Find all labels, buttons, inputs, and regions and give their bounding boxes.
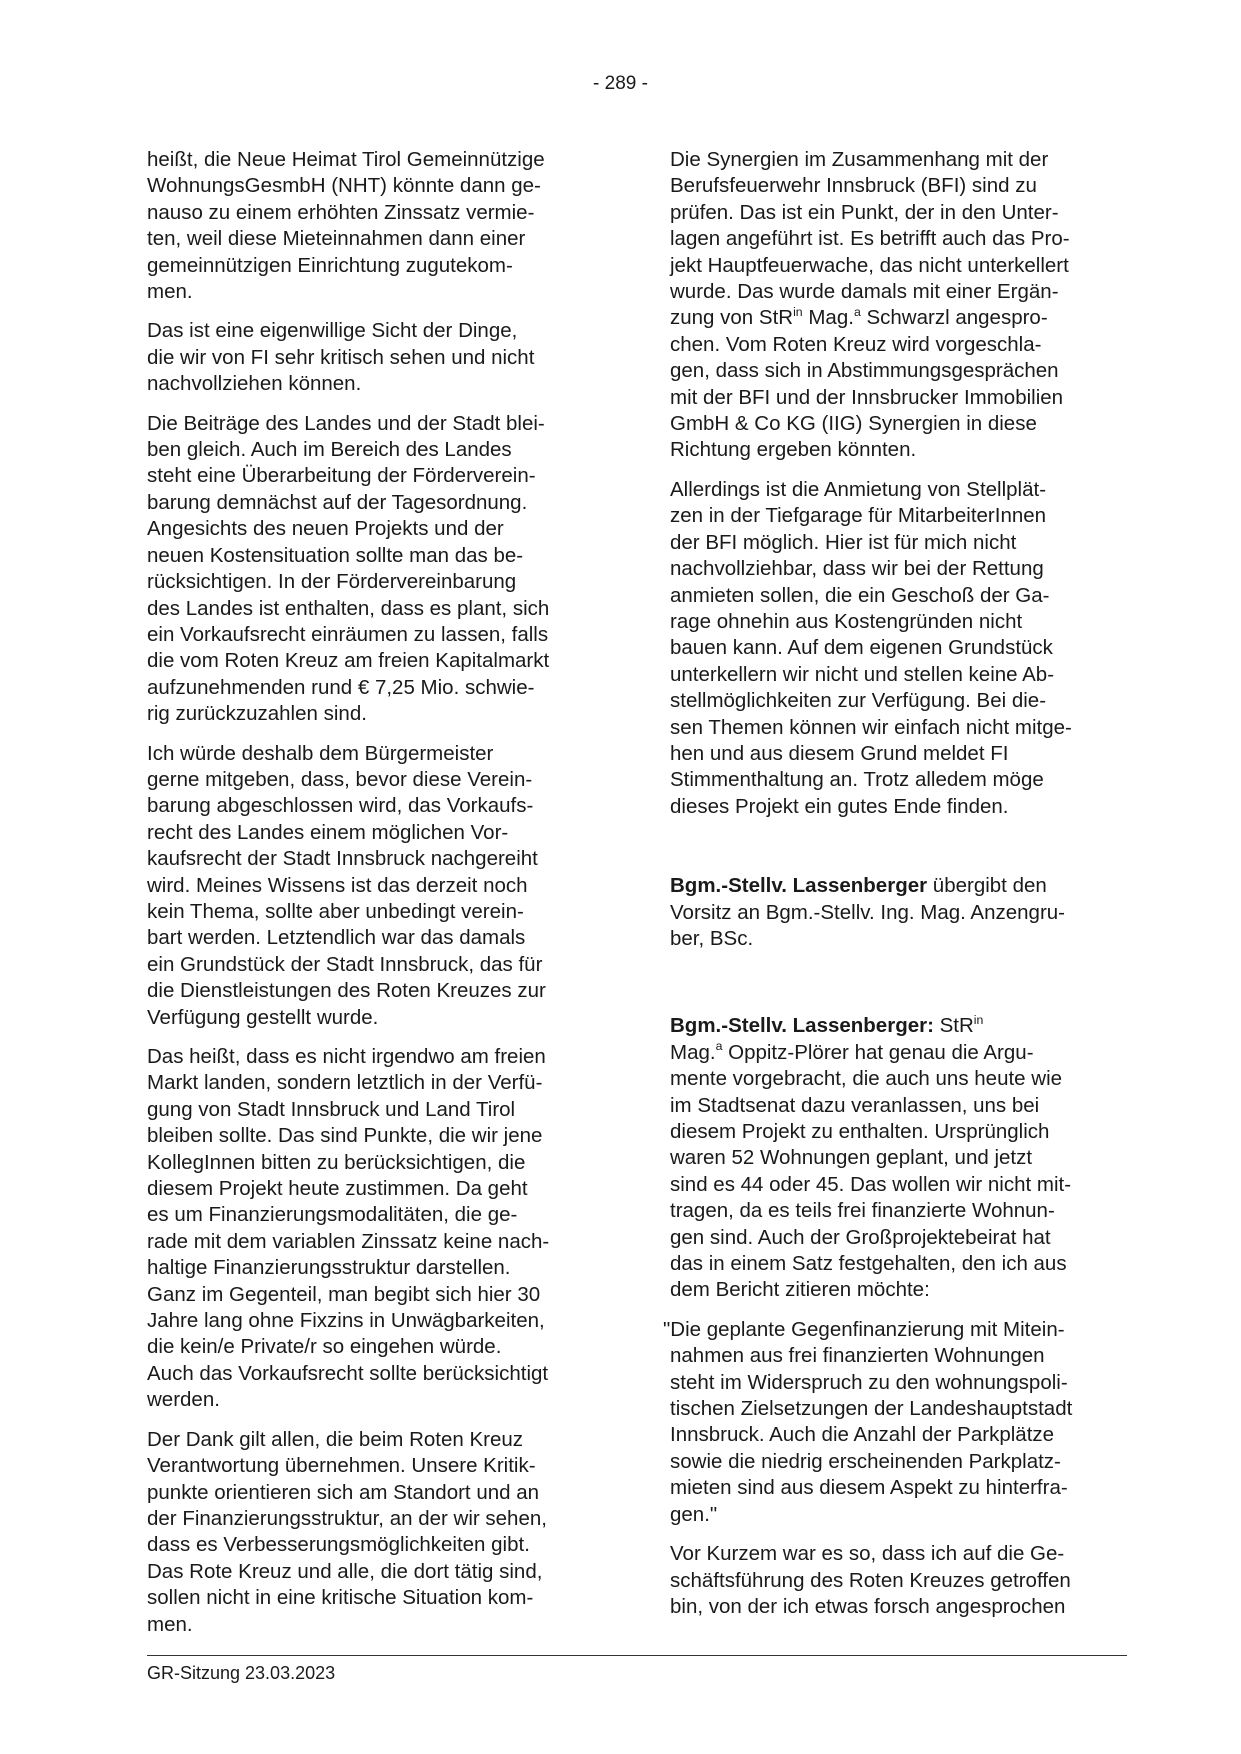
text-line: barung demnächst auf der Tagesordnung. bbox=[147, 490, 528, 514]
text-line: Innsbruck. Auch die Anzahl der Parkplätze bbox=[670, 1423, 1055, 1447]
text-line: ein Grundstück der Stadt Innsbruck, das für bbox=[147, 952, 543, 976]
text-line: rade mit dem variablen Zinssatz keine nach- bbox=[147, 1229, 550, 1253]
text-line: lagen angeführt ist. Es betrifft auch das Pro- bbox=[670, 227, 1070, 251]
text-line: gen, dass sich in Abstimmungsgesprächen bbox=[670, 359, 1059, 383]
text-line: neuen Kostensituation sollte man das be- bbox=[147, 543, 524, 567]
text-line: gemeinnützigen Einrichtung zugutekom- bbox=[147, 253, 513, 277]
text-line: Das Rote Kreuz und alle, die dort tätig sind, bbox=[147, 1559, 543, 1583]
text-line: bleiben sollte. Das sind Punkte, die wir jene bbox=[147, 1124, 543, 1148]
text-line: steht eine Überarbeitung der Förderverein- bbox=[147, 464, 536, 488]
text-line: sollen nicht in eine kritische Situation kom- bbox=[147, 1586, 534, 1610]
chair-handover-note bbox=[670, 873, 1130, 952]
text-line: "Die geplante Gegenfinanzierung mit Mitein- bbox=[663, 1317, 1065, 1341]
text-line: gen sind. Auch der Großprojektebeirat hat bbox=[670, 1225, 1051, 1249]
text-line: des Landes ist enthalten, dass es plant, sich bbox=[147, 596, 550, 620]
text-line: kaufsrecht der Stadt Innsbruck nachgereiht bbox=[147, 847, 538, 871]
text-line: ten, weil diese Mieteinnahmen dann einer bbox=[147, 227, 526, 251]
text-line: es um Finanzierungsmodalitäten, die ge- bbox=[147, 1203, 518, 1227]
paragraph bbox=[670, 1541, 1130, 1620]
text-line: rage ohnehin aus Kostengründen nicht bbox=[670, 609, 1023, 633]
text-line: diesem Projekt heute zustimmen. Da geht bbox=[147, 1177, 528, 1201]
paragraph bbox=[670, 147, 1130, 464]
text-line: die wir von FI sehr kritisch sehen und nicht bbox=[147, 345, 535, 369]
right-column bbox=[663, 147, 1130, 1633]
speaker-name: Bgm.-Stellv. Lassenberger bbox=[670, 874, 928, 898]
text-line: dem Bericht zitieren möchte: bbox=[670, 1278, 930, 1302]
quotation bbox=[663, 1317, 1130, 1528]
text-line bbox=[670, 305, 1130, 331]
text-line: bauen kann. Auf dem eigenen Grundstück bbox=[670, 636, 1053, 660]
text-line: Markt landen, sondern letztlich in der Verfü- bbox=[147, 1071, 543, 1095]
text-line: mieten sind aus diesem Aspekt zu hinterfra- bbox=[670, 1476, 1068, 1500]
text-line: men. bbox=[147, 280, 193, 304]
text-line: Ich würde deshalb dem Bürgermeister bbox=[147, 741, 494, 765]
text-line: Jahre lang ohne Fixzins in Unwägbarkeiten, bbox=[147, 1309, 545, 1333]
text-line: tragen, da es teils frei finanzierte Wohnun- bbox=[670, 1199, 1055, 1223]
text-line: wurde. Das wurde damals mit einer Ergän- bbox=[670, 280, 1059, 304]
text-line: hen und aus diesem Grund meldet FI bbox=[670, 741, 1009, 765]
text-line: dass es Verbesserungsmöglichkeiten gibt. bbox=[147, 1533, 530, 1557]
speaker-name: Bgm.-Stellv. Lassenberger: bbox=[670, 1014, 934, 1038]
text-line: im Stadtsenat dazu veranlassen, uns bei bbox=[670, 1093, 1040, 1117]
text-line: ber, BSc. bbox=[670, 926, 754, 950]
text-line bbox=[670, 1040, 1130, 1066]
text-line: barung abgeschlossen wird, das Vorkaufs- bbox=[147, 794, 534, 818]
text-line bbox=[670, 873, 1130, 899]
text-line: werden. bbox=[147, 1388, 220, 1412]
text-line: men. bbox=[147, 1612, 193, 1636]
text-line: sind es 44 oder 45. Das wollen wir nicht mit- bbox=[670, 1172, 1072, 1196]
text-line: kein Thema, sollte aber unbedingt verein- bbox=[147, 899, 524, 923]
text-line: zen in der Tiefgarage für MitarbeiterInnen bbox=[670, 504, 1047, 528]
text-fragment: zung von StR bbox=[670, 306, 794, 330]
text-line: Angesichts des neuen Projekts und der bbox=[147, 517, 504, 541]
text-fragment: StR bbox=[933, 1014, 974, 1038]
text-line: Vorsitz an Bgm.-Stellv. Ing. Mag. Anzengru- bbox=[670, 900, 1065, 924]
paragraph bbox=[670, 477, 1130, 820]
text-line: der BFI möglich. Hier ist für mich nicht bbox=[670, 530, 1017, 554]
superscript: in bbox=[973, 1012, 984, 1027]
text-line: Der Dank gilt allen, die beim Roten Kreuz bbox=[147, 1427, 524, 1451]
text-line: punkte orientieren sich am Standort und an bbox=[147, 1480, 540, 1504]
text-line: Das ist eine eigenwillige Sicht der Dinge, bbox=[147, 319, 518, 343]
text-line: schäftsführung des Roten Kreuzes getroffen bbox=[670, 1568, 1071, 1592]
text-line: dieses Projekt ein gutes Ende finden. bbox=[670, 794, 1009, 818]
speech-paragraph bbox=[670, 1013, 1130, 1303]
paragraph bbox=[147, 1044, 603, 1414]
text-line: unterkellern wir nicht und stellen keine Ab- bbox=[670, 662, 1055, 686]
text-fragment: Mag. bbox=[670, 1040, 716, 1064]
footer-divider bbox=[147, 1655, 1127, 1656]
text-line: das in einem Satz festgehalten, den ich aus bbox=[670, 1252, 1067, 1276]
text-line: Vor Kurzem war es so, dass ich auf die Ge- bbox=[670, 1542, 1065, 1566]
text-line: nachvollziehen können. bbox=[147, 372, 362, 396]
text-line: diesem Projekt zu enthalten. Ursprünglich bbox=[670, 1120, 1050, 1143]
text-line: rig zurückzuzahlen sind. bbox=[147, 702, 367, 726]
text-line: waren 52 Wohnungen geplant, und jetzt bbox=[670, 1146, 1033, 1170]
paragraph bbox=[147, 411, 603, 728]
text-line: anmieten sollen, die ein Geschoß der Ga- bbox=[670, 583, 1050, 607]
text-line: Berufsfeuerwehr Innsbruck (BFI) sind zu bbox=[670, 174, 1037, 198]
text-line: aufzunehmenden rund € 7,25 Mio. schwie- bbox=[147, 675, 535, 699]
text-line: prüfen. Das ist ein Punkt, der in den Unter- bbox=[670, 200, 1059, 224]
text-line: steht im Widerspruch zu den wohnungspoli- bbox=[670, 1370, 1068, 1394]
text-line: mente vorgebracht, die auch uns heute wie bbox=[670, 1067, 1063, 1091]
text-line: bin, von der ich etwas forsch angesprochen bbox=[670, 1594, 1066, 1618]
text-line: heißt, die Neue Heimat Tirol Gemeinnützige bbox=[147, 148, 545, 171]
text-line: jekt Hauptfeuerwache, das nicht unterkellert bbox=[670, 253, 1069, 277]
text-line: gen." bbox=[670, 1502, 718, 1526]
text-line: wird. Meines Wissens ist das derzeit noch bbox=[147, 873, 528, 897]
text-line: Die Synergien im Zusammenhang mit der bbox=[670, 148, 1049, 171]
text-line: nachvollziehbar, dass wir bei der Rettung bbox=[670, 557, 1044, 581]
text-fragment: Schwarzl angespro- bbox=[860, 306, 1048, 330]
footer-session-date: GR-Sitzung 23.03.2023 bbox=[147, 1663, 336, 1683]
text-line: haltige Finanzierungsstruktur darstellen. bbox=[147, 1256, 511, 1280]
text-line: sen Themen können wir einfach nicht mitge- bbox=[670, 715, 1072, 739]
text-line: KollegInnen bitten zu berücksichtigen, die bbox=[147, 1150, 526, 1174]
text-line: Stimmenthaltung an. Trotz alledem möge bbox=[670, 768, 1044, 792]
paragraph bbox=[147, 147, 603, 305]
superscript: in bbox=[793, 305, 803, 319]
text-line: Verantwortung übernehmen. Unsere Kritik- bbox=[147, 1454, 536, 1478]
page-number: - 289 - bbox=[593, 73, 648, 94]
superscript: a bbox=[715, 1039, 723, 1054]
text-line: GmbH & Co KG (IIG) Synergien in diese bbox=[670, 412, 1037, 436]
paragraph bbox=[147, 741, 603, 1031]
left-column bbox=[147, 147, 603, 1651]
superscript: a bbox=[853, 305, 861, 319]
text-line: chen. Vom Roten Kreuz wird vorgeschla- bbox=[670, 332, 1042, 356]
text-line: Die Beiträge des Landes und der Stadt blei- bbox=[147, 411, 545, 435]
text-line: der Finanzierungsstruktur, an der wir sehen, bbox=[147, 1506, 547, 1530]
text-fragment: Oppitz-Plörer hat genau die Argu- bbox=[722, 1040, 1034, 1064]
text-line: recht des Landes einem möglichen Vor- bbox=[147, 820, 509, 844]
text-line: Ganz im Gegenteil, man begibt sich hier 30 bbox=[147, 1282, 541, 1306]
text-line: die Dienstleistungen des Roten Kreuzes zur bbox=[147, 979, 546, 1003]
text-line: Auch das Vorkaufsrecht sollte berücksichtigt bbox=[147, 1361, 549, 1385]
text-line: tischen Zielsetzungen der Landeshauptstadt bbox=[670, 1397, 1073, 1421]
text-fragment: übergibt den bbox=[927, 874, 1047, 898]
text-fragment: Mag. bbox=[802, 306, 854, 330]
text-line: Richtung ergeben könnten. bbox=[670, 438, 917, 462]
text-line: nahmen aus frei finanzierten Wohnungen bbox=[670, 1344, 1045, 1368]
text-line bbox=[670, 1013, 1130, 1039]
text-line: sowie die niedrig erscheinenden Parkplatz- bbox=[670, 1449, 1061, 1473]
text-line: Allerdings ist die Anmietung von Stellplät- bbox=[670, 477, 1047, 501]
text-line: gerne mitgeben, dass, bevor diese Verein- bbox=[147, 767, 533, 791]
text-line: nauso zu einem erhöhten Zinssatz vermie- bbox=[147, 200, 535, 224]
paragraph bbox=[147, 1427, 603, 1638]
text-line: gung von Stadt Innsbruck und Land Tirol bbox=[147, 1097, 516, 1121]
text-line: die vom Roten Kreuz am freien Kapitalmarkt bbox=[147, 649, 550, 673]
text-line: rücksichtigen. In der Fördervereinbarung bbox=[147, 570, 517, 594]
text-line: WohnungsGesmbH (NHT) könnte dann ge- bbox=[147, 174, 541, 198]
paragraph bbox=[147, 318, 603, 397]
text-line: mit der BFI und der Innsbrucker Immobilien bbox=[670, 385, 1064, 409]
text-line: Das heißt, dass es nicht irgendwo am freien bbox=[147, 1045, 546, 1068]
text-line: ben gleich. Auch im Bereich des Landes bbox=[147, 438, 512, 462]
text-line: die kein/e Private/r so eingehen würde. bbox=[147, 1335, 502, 1359]
text-line: Verfügung gestellt wurde. bbox=[147, 1005, 379, 1029]
text-line: stellmöglichkeiten zur Verfügung. Bei die- bbox=[670, 689, 1047, 713]
text-line: bart werden. Letztendlich war das damals bbox=[147, 926, 526, 950]
text-line: ein Vorkaufsrecht einräumen zu lassen, falls bbox=[147, 622, 549, 646]
